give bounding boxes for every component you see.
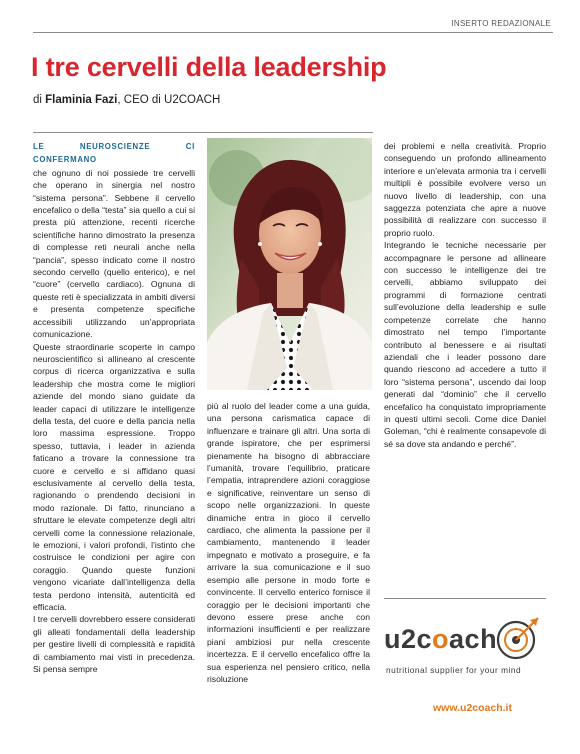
paragraph: I tre cervelli dovrebbero essere considerati gli alleati fondamentali della leadership per gestire livelli di complessità e rapidità di cambiamento mai visti in precedenza. Si pensa sempre bbox=[33, 614, 195, 675]
byline-prefix: di bbox=[33, 94, 46, 106]
logo-wordmark-part: ach bbox=[449, 624, 498, 654]
paragraph bbox=[33, 140, 195, 341]
section-label: INSERTO REDAZIONALE bbox=[451, 19, 551, 28]
logo-wordmark-o: o bbox=[432, 624, 450, 654]
u2coach-logo bbox=[384, 610, 546, 680]
lead-in-caps: LE NEUROSCIENZE CI CONFERMANO bbox=[33, 142, 195, 165]
article-column-2 bbox=[207, 400, 370, 718]
byline-author: Flaminia Fazi bbox=[45, 94, 118, 106]
paragraph-text: che ognuno di noi possiede tre cervelli che operano in sinergia nel nostro “sistema persona”. Sebbene il cervello encefalico o della “testa” sia quello a cui si presta più attenzione, recenti ricerche scientifiche hanno dimostrato la presenza di complesse reti neurali anche nella “pancia”, spesso indicato come il nostro secondo cervello (quello enterico), e nel “cuore” (cervello cardiaco). Ognuna di queste reti è specializzata in ambiti diversi e presenta competenze specifiche accessibili utilizzando un’appropriata comunicazione. bbox=[33, 167, 195, 340]
author-photo bbox=[207, 138, 372, 390]
target-arrow-icon bbox=[494, 612, 544, 662]
byline-suffix: , CEO di U2COACH bbox=[117, 94, 221, 106]
paragraph: Integrando le tecniche necessarie per accompagnare le persone ad allineare con successo le intelligenze dei tre cervelli, abbiamo sviluppato dei programmi di formazione centrati sull’evoluzione della leadership e sulle competenze correlate che hanno dimostrato nel tempo l’importante contributo al benessere e ai risultati aziendali che i leader possono dare quando riescono ad accedere a tutto il loro “sistema persona”, uscendo dai loop generati dal “dominio” che il cervello encefalico ha conquistato impropriamente in questi ultimi secoli. Come dice Daniel Goleman, “chi è realmente consapevole di sé sa dove sta andando e perché”. bbox=[384, 240, 546, 449]
paragraph: Queste straordinarie scoperte in campo neuroscientifico si allineano al crescente corpus di ricerca organizzativa e sulla leadership che mostra come le migliori aziende del mondo siano guidate da leader capaci di utilizzare le intelligenze della testa, del cuore e della pancia nella loro massima espressione. Troppo spesso, tuttavia, i leader in azienda faticano a trovare la connessione tra cuore e cervello e si affidano quasi esclusivamente al cervello della testa, ragionando o prendendo decisioni in modo razionale. Di fatto, rinunciano a sfruttare le elevate competenze degli altri cervelli come la connessione relazionale, le emozioni, i valori profondi, l’istinto che costruisce le condizioni per agire con coraggio. Quando queste funzioni vengono vicariate dall’intelligenza della testa perdono intensità, autenticità ed efficacia. bbox=[33, 341, 195, 613]
portrait-illustration bbox=[207, 138, 372, 390]
logo-rule bbox=[384, 598, 546, 599]
column-rule bbox=[33, 132, 373, 133]
website-url[interactable]: www.u2coach.it bbox=[433, 702, 512, 714]
paragraph: dei problemi e nella creatività. Proprio conseguendo un profondo allineamento interiore e un’elevata armonia tra i cervelli multipli è possibile evolvere verso un nuovo livello di leadership, con una saggezza potenziata che apre a nuove possibilità di realizzare con successo il proprio ruolo. bbox=[384, 141, 546, 238]
paragraph: più al ruolo del leader come a una guida, una persona carismatica capace di influenzare e trainare gli altri. Una sorta di grande ispiratore, che per esprimersi pienamente ha bisogno di abbracciare l’umanità, trovare l’equilibrio, praticare l’empatia, intraprendere azioni coraggiose e significative, reinventare un senso di scopo nelle organizzazioni. In queste dinamiche entra in gioco il cervello cardiaco, che alimenta la passione per il cambiamento, mantenendo il leader impegnato e motivato a proseguire, e fa arrivare la sua comunicazione e il suo esempio alle persone in modo forte e convincente. Il cervello enterico fornisce il coraggio per le decisioni importanti che devono essere prese anche con informazioni insufficienti e per realizzare piani ambiziosi pur nella crescente incertezza. E il cervello encefalico offre la sua esperienza nel pensiero critico, nella risoluzione bbox=[207, 401, 370, 684]
byline bbox=[33, 94, 220, 106]
logo-tagline: nutritional supplier for your mind bbox=[386, 665, 522, 675]
article-column-3 bbox=[384, 140, 546, 560]
article-title: I tre cervelli della leadership bbox=[31, 52, 387, 82]
logo-wordmark bbox=[384, 624, 497, 655]
article-column-1 bbox=[33, 140, 195, 720]
header-rule bbox=[33, 32, 553, 33]
logo-wordmark-part: u2c bbox=[384, 624, 433, 654]
